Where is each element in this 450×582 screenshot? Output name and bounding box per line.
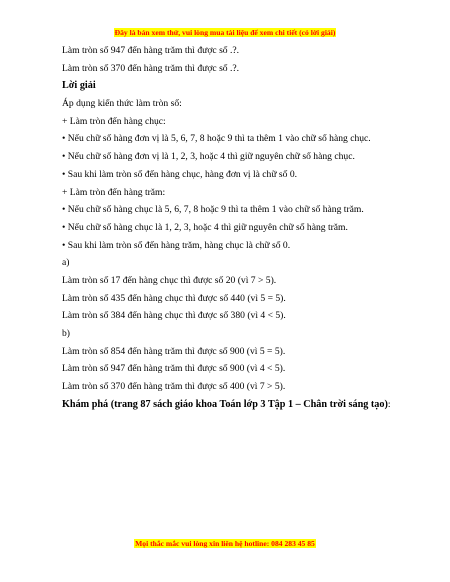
hotline-banner [0,537,450,549]
text-line: Làm tròn số 854 đến hàng trăm thì được số 900 (vì 5 = 5). [62,345,286,357]
text-line: Áp dụng kiến thức làm tròn số: [62,98,182,110]
text-line: + Làm tròn đến hàng trăm: [62,186,166,198]
bullet-line: • Sau khi làm tròn số đến hàng chục, hàng đơn vị là chữ số 0. [62,168,298,180]
text-line: Làm tròn số 370 đến hàng trăm thì được số .?. [62,62,240,74]
text-line: Làm tròn số 384 đến hàng chục thì được số 380 (vì 4 < 5). [62,310,286,322]
text-line: + Làm tròn đến hàng chục: [62,115,166,127]
bullet-line: • Nếu chữ số hàng đơn vị là 1, 2, 3, hoặc 4 thì giữ nguyên chữ số hàng chục. [62,151,355,163]
explore-heading [62,396,412,414]
text-line: Làm tròn số 947 đến hàng trăm thì được số 900 (vì 4 < 5). [62,363,286,375]
solution-heading: Lời giải [62,80,96,92]
bullet-line: • Nếu chữ số hàng đơn vị là 5, 6, 7, 8 hoặc 9 thì ta thêm 1 vào chữ số hàng chục. [62,133,371,145]
hotline-banner-text: Mọi thắc mắc vui lòng xin liên hệ hotline: 084 283 45 85 [135,539,315,548]
text-line: Làm tròn số 17 đến hàng chục thì được số 20 (vì 7 > 5). [62,274,277,286]
document-body [62,42,412,413]
text-line: Làm tròn số 370 đến hàng trăm thì được số 400 (vì 7 > 5). [62,381,286,393]
text-line: Làm tròn số 435 đến hàng chục thì được số 440 (vì 5 = 5). [62,292,286,304]
preview-banner [0,26,450,38]
explore-suffix: : [387,398,391,410]
bullet-line: • Sau khi làm tròn số đến hàng trăm, hàng chục là chữ số 0. [62,239,291,251]
explore-title: Khám phá (trang 87 sách giáo khoa Toán lớp 3 Tập 1 – Chân trời sáng tạo) [62,398,388,410]
text-line: Làm tròn số 947 đến hàng trăm thì được số .?. [62,45,240,56]
bullet-line: • Nếu chữ số hàng chục là 5, 6, 7, 8 hoặc 9 thì ta thêm 1 vào chữ số hàng trăm. [62,204,364,216]
section-label: b) [62,328,70,339]
preview-banner-text: Đây là bản xem thử, vui lòng mua tài liệu để xem chi tiết (có lời giải) [114,28,336,37]
section-label: a) [62,257,70,269]
bullet-line: • Nếu chữ số hàng chục là 1, 2, 3, hoặc 4 thì giữ nguyên chữ số hàng trăm. [62,221,348,233]
